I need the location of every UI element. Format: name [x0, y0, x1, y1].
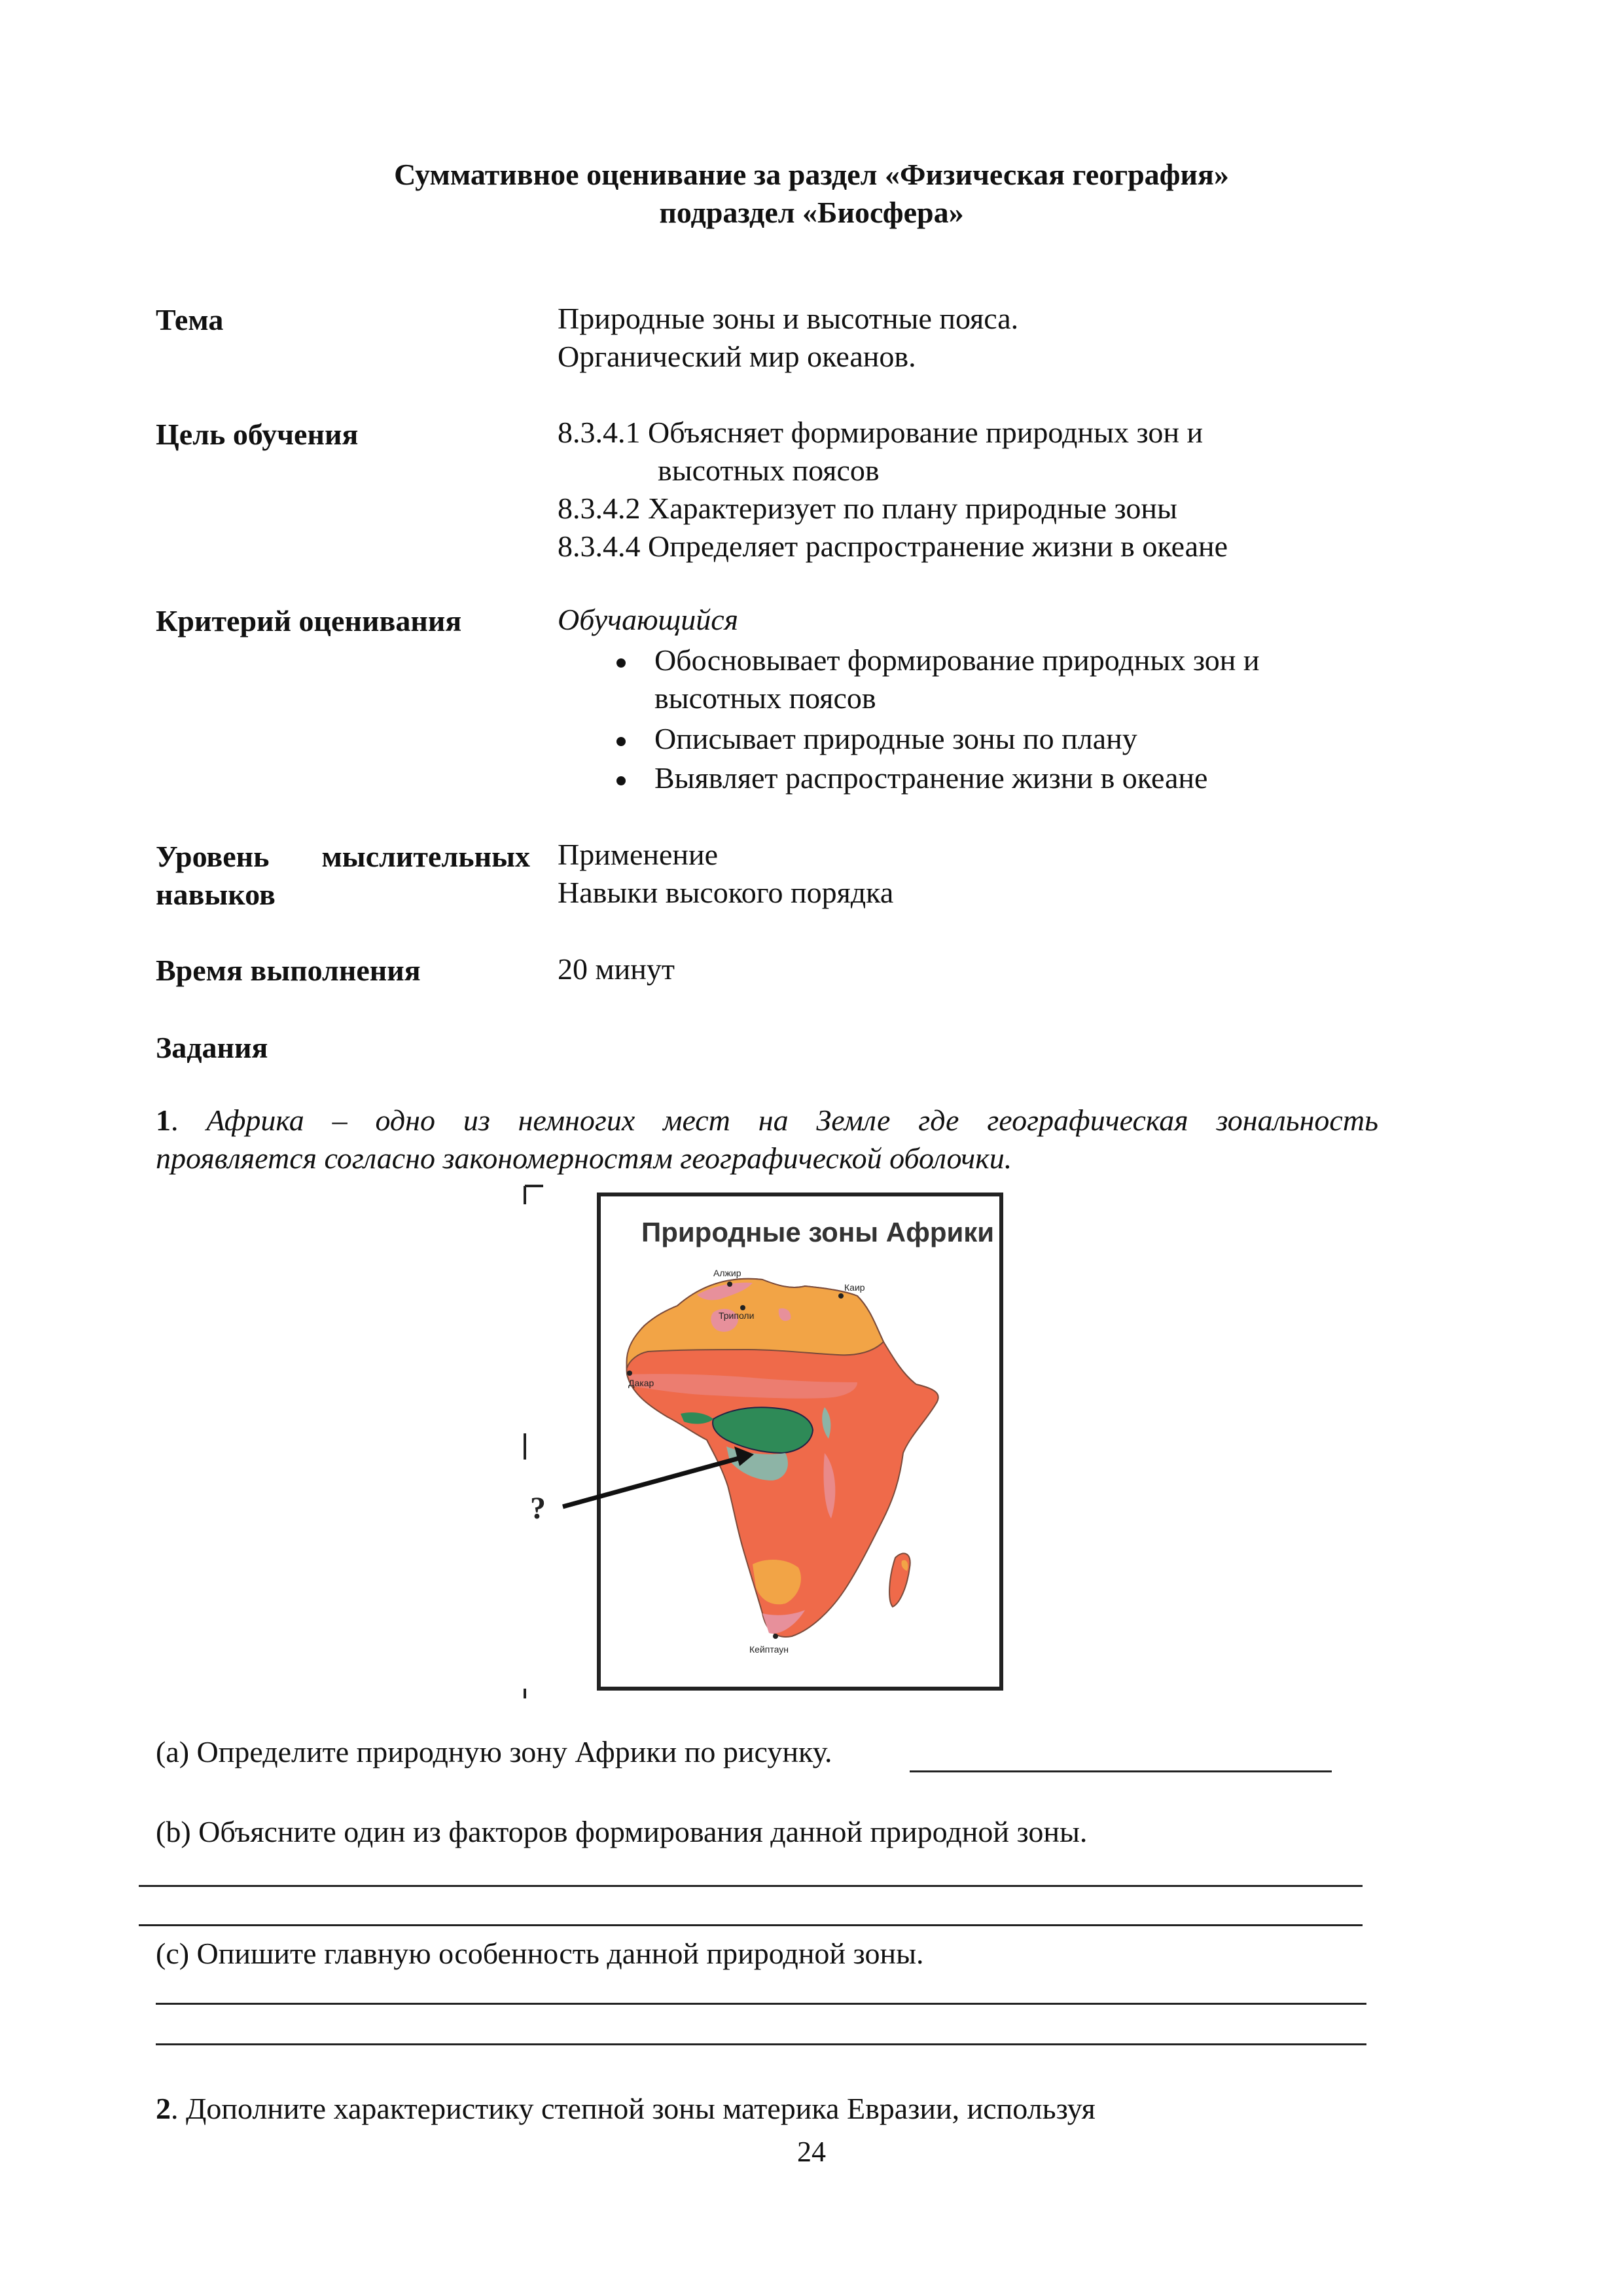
- map-question-mark: ?: [530, 1491, 546, 1526]
- criteria-intro: Обучающийся: [558, 603, 739, 636]
- criteria-bullet-3: Выявляет распространение жизни в океане: [654, 759, 1207, 797]
- topic-label: Тема: [156, 303, 224, 336]
- task1-text-line-1: 1. Африка – одно из немногих мест на Земле где географическая зональность: [156, 1103, 1379, 1137]
- goal-line-4: 8.3.4.4 Определяет распространение жизни в океане: [558, 529, 1228, 563]
- city-label: Каир: [844, 1282, 865, 1293]
- task1-question-c: (c) Опишите главную особенность данной природной зоны.: [156, 1937, 924, 1970]
- bullet-icon: [616, 737, 626, 746]
- criteria-bullet-1-cont: высотных поясов: [654, 681, 876, 715]
- page-number: 24: [797, 2136, 826, 2168]
- africa-map-figure: [517, 1178, 1027, 1702]
- goal-line-3: 8.3.4.2 Характеризует по плану природные зоны: [558, 492, 1177, 525]
- time-label: Время выполнения: [156, 954, 421, 987]
- bullet-icon: [616, 658, 626, 668]
- topic-line-1: Природные зоны и высотные пояса.: [558, 302, 1019, 335]
- task1-number: 1: [156, 1103, 171, 1137]
- level-line-1: Применение: [558, 838, 719, 871]
- document-title: Суммативное оценивание за раздел «Физическая география»: [394, 158, 1229, 191]
- goal-label: Цель обучения: [156, 418, 359, 451]
- task2-text: 2. Дополните характеристику степной зоны материка Евразии, используя: [156, 2092, 1096, 2125]
- level-line-2: Навыки высокого порядка: [558, 876, 894, 909]
- city-label: Кейптаун: [749, 1644, 789, 1655]
- tasks-label: Задания: [156, 1031, 268, 1064]
- criteria-bullet-1: Обосновывает формирование природных зон и: [654, 641, 1259, 679]
- level-label-2: навыков: [156, 878, 276, 911]
- answer-line-c-1[interactable]: [156, 2003, 1366, 2005]
- map-title: Природные зоны Африки: [641, 1217, 995, 1247]
- criteria-bullet-2: Описывает природные зоны по плану: [654, 720, 1137, 758]
- level-label-1: Уровень мыслительных: [156, 840, 530, 873]
- topic-line-2: Органический мир океанов.: [558, 340, 916, 373]
- time-value: 20 минут: [558, 952, 675, 986]
- answer-line-b-1[interactable]: [139, 1885, 1363, 1887]
- city-label: Дакар: [628, 1378, 654, 1388]
- task1-question-a: (a) Определите природную зону Африки по рисунку.: [156, 1735, 832, 1768]
- city-label: Триполи: [719, 1310, 755, 1321]
- task1-text-line-2: проявляется согласно закономерностям географической оболочки.: [156, 1141, 1012, 1175]
- task1-question-b: (b) Объясните один из факторов формирования данной природной зоны.: [156, 1815, 1088, 1848]
- document-subtitle: подраздел «Биосфера»: [659, 196, 964, 229]
- city-label: Алжир: [713, 1268, 741, 1278]
- goal-line-2: высотных поясов: [658, 454, 880, 487]
- criteria-label: Критерий оценивания: [156, 604, 462, 637]
- answer-line-a[interactable]: [910, 1770, 1332, 1772]
- bullet-icon: [616, 776, 626, 785]
- answer-line-b-2[interactable]: [139, 1924, 1363, 1926]
- task2-number: 2: [156, 2092, 171, 2125]
- answer-line-c-2[interactable]: [156, 2043, 1366, 2045]
- goal-line-1: 8.3.4.1 Объясняет формирование природных зон и: [558, 416, 1204, 449]
